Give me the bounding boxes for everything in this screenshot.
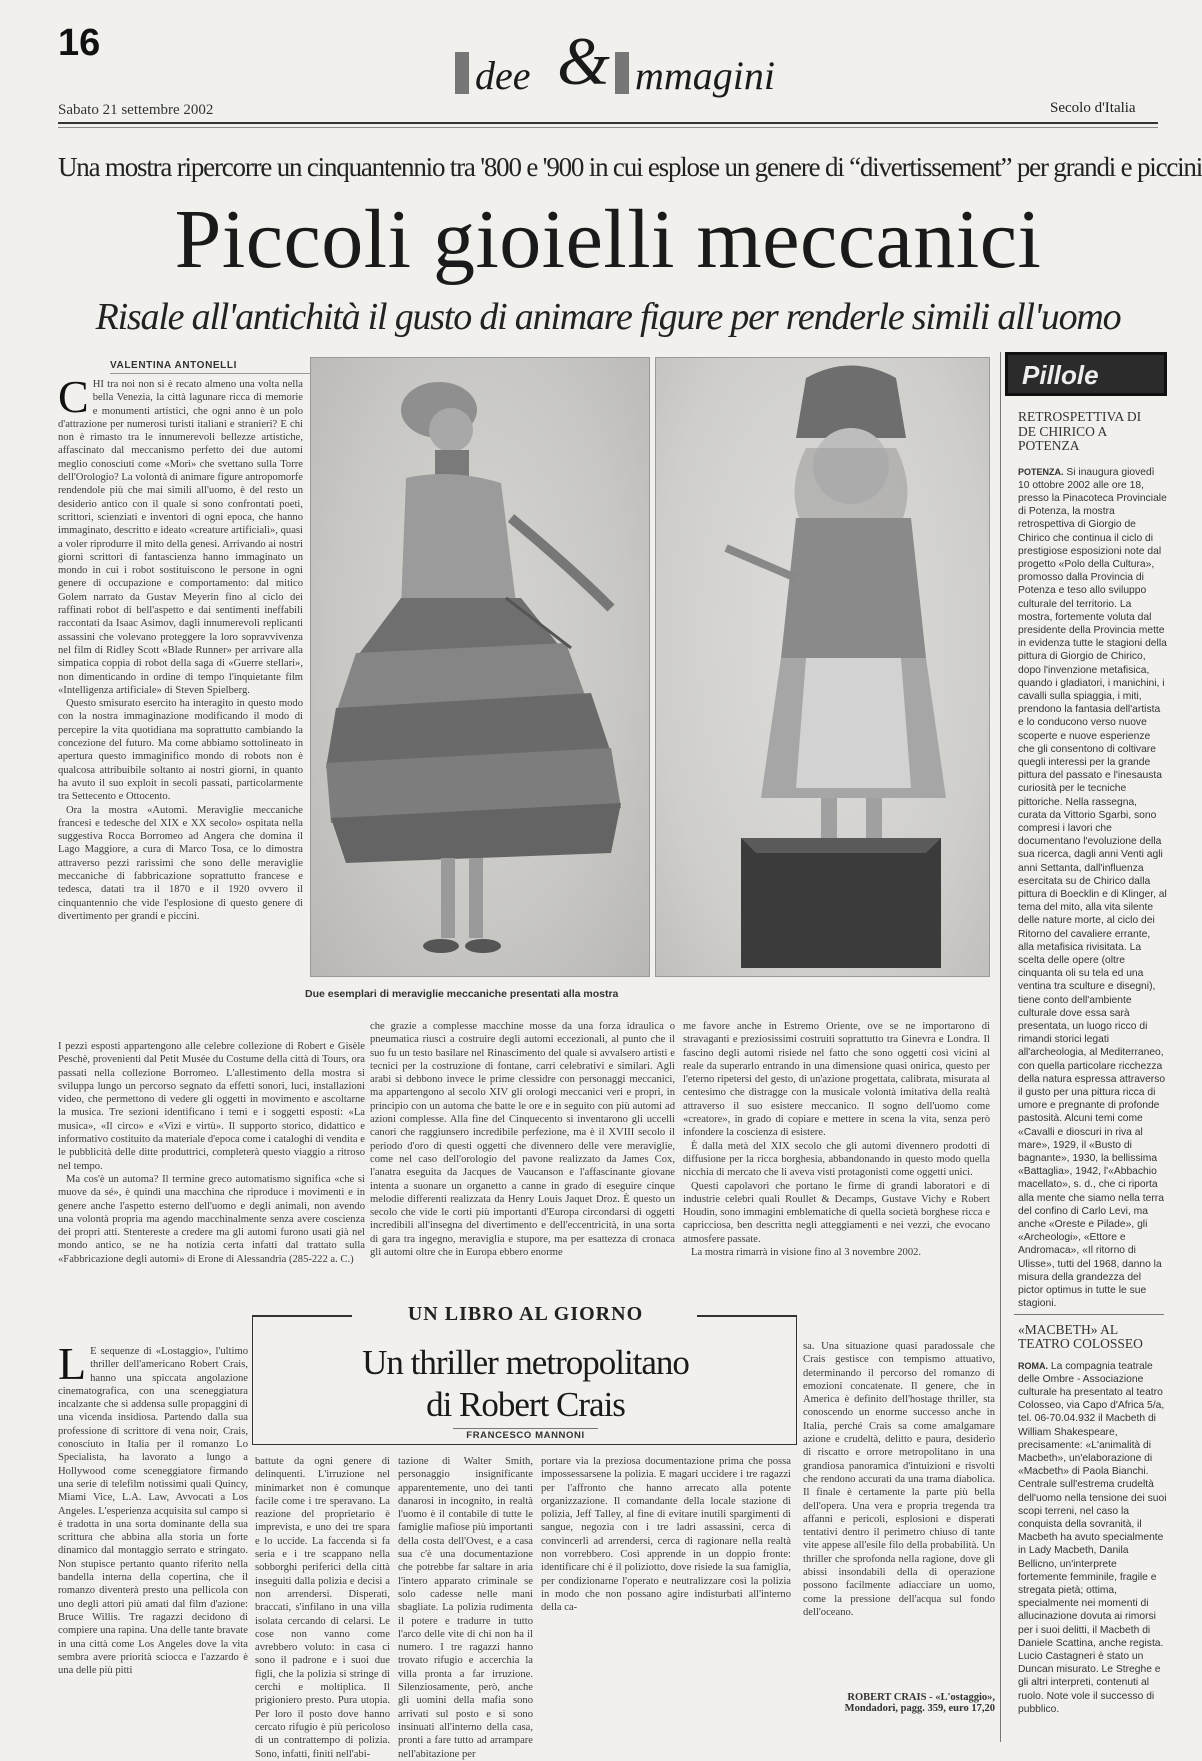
automaton-photo-lady xyxy=(310,357,650,977)
doll-figure-icon xyxy=(656,358,991,978)
section-initial-block xyxy=(455,52,469,94)
pillole-item-2-place: ROMA. xyxy=(1018,1360,1048,1371)
section-title xyxy=(445,18,805,98)
book-label: UN LIBRO AL GIORNO xyxy=(353,1303,698,1326)
book-column-3 xyxy=(398,1455,533,1760)
article-para-10: La mostra rimarrà in visione fino al 3 novembre 2002. xyxy=(691,1247,922,1259)
book-para-5: sa. Una situazione quasi paradossale che Crais gestisce con tempismo attuativo, determinando il percorso del romanzo di emozioni concatenate. Il genere, che in America è definito dell'hostage thriller, sta conoscendo un enorme successo anche in Italia, perché Crais sa come amalgamare azione e crudeltà, delitto e paura, desiderio di riscatto e orrore metropolitano in una grandiosa panoramica d'intuizioni e risvolti che rendono accurati da una trama diabolica. Il finale è certamente la parte più bella dell'opera. Una vera e propria tregenda tra affanni e pericoli, esplosioni e disperati tentativi dentro il perimetro chiuso di tante vite appese all'esile filo della probabilità. Un thriller che sprofonda nella ragione, dove gli abissi insondabili della di operazione possono facilmente adiacciare un uomo, come la pressione dell'acqua sul fondo dell'oceano. xyxy=(803,1341,995,1618)
book-review-box xyxy=(252,1303,797,1445)
book-column-2 xyxy=(255,1455,390,1760)
pillole-divider xyxy=(1014,1314,1164,1315)
article-byline: VALENTINA ANTONELLI xyxy=(110,360,310,374)
book-byline: FRANCESCO MANNONI xyxy=(453,1428,598,1441)
page-number: 16 xyxy=(58,22,101,64)
pillole-item-1-title: RETROSPETTIVA DI DE CHIRICO A POTENZA xyxy=(1018,409,1142,453)
section-ampersand: & xyxy=(557,23,610,99)
article-para-1: HI tra noi non si è recato almeno una volta nella bella Venezia, la città lagunare ricca di memorie e monumenti artistici, che ogni anno è un polo d'attrazione per numerosi turisti italiani e stranieri? E chi non è rimasto tra le innumerevoli bellezze artistiche, affascinato dal meccanismo perfetto dei due automi meglio conosciuti come «Mori» che svettano sulla Torre dell'Orologio? La volontà di animare figure antropomorfe rendendole più che mai simili all'uomo, è del resto un desiderio antico con il quale si sono confrontati poeti, scrittori, scienziati e inventori di ogni epoca, che hanno immaginato, descritto e ideato «creature artificiali», quasi a voler riprodurre il mito della genesi. Arrivando ai nostri giorni scrittori di fantascienza hanno immaginato un mondo in cui i robot sostituiscono le persone in ogni genere di occupazione e comportamento: dal mitico Golem narrato da Gustav Meyerin fino al ciclo dei raffinati robot di bell'aspetto e dai sentimenti ineffabili raccontati da Isaac Asimov, dagli innumerevoli replicanti assassini che volevano proteggere la loro sopravvivenza nel film di Ridley Scott «Blade Runner» per arrivare alla simpatica coppia di robot della saga di «Guerre stellari», non dimenticando in ordine di tempo l'inquietante film «Intelligenza artificiale» di Steven Spielberg. xyxy=(58,379,303,696)
article-para-7: me favore anche in Estremo Oriente, ove se ne importarono di stravaganti e preziosissimi costruiti soprattutto tra Ginevra e Londra. Il fascino degli automi risiede nel fatto che sono oggetti così vicini al reale da superarlo entrando in una dimensione quasi onirica, questo per l'eterno ripetersi del gesto, di un'azione progettata, calibrata, misurata al centesimo che distragge con la musicale volontà imitativa della realtà attraverso il suo esistere meccanico. Il sogno dell'uomo come «creatore», in grado di copiare e mettere in scena la vita, senza però infondere la coscienza di esistere. xyxy=(683,1021,990,1139)
sidebar-rule xyxy=(1000,352,1001,1742)
article-para-4: I pezzi esposti appartengono alle celebre collezione di Robert e Gisèle Peschè, provenienti dal Petit Musée du Costume della città di Tours, ora passati nella collezione Borromeo. L'allestimento della mostra si sviluppa lungo un percorso segnato da effetti sonori, luci, installazioni video, che permettono di vedere gli oggetti in movimento e ascoltarne la musica. Tre sezioni identificano i temi e i soggetti esposti: «La musica», «Il circo» e «Vizi e virtù». Il supporto storico, didattico e informativo costituito da materiale d'epoca come i cataloghi di vendita e le pubblicità delle ditte produttrici, completerà questo viaggio a ritroso nel tempo. xyxy=(58,1041,365,1172)
pillole-sidebar xyxy=(1000,352,1168,1742)
article-column-4 xyxy=(683,1020,990,1310)
newspaper-name: Secolo d'Italia xyxy=(1050,100,1136,116)
article-column-2 xyxy=(58,1040,365,1310)
pillole-logo-text: Pillole xyxy=(1022,360,1099,390)
pillole-item-1-text: Si inaugura giovedì 10 ottobre 2002 alle ore 18, presso la Pinacoteca Provinciale di Potenza, la mostra retrospettiva di Giorgio de Chirico che continua il ciclo di prestigiose esposizioni note dal progetto «Polo della Cultura», promosso dalla Provincia di Potenza e teso allo sviluppo culturale del territorio. La mostra, fortemente voluta dal presidente della Provincia mette in evidenza tutte le stagioni della pittura di Giorgio de Chirico, dopo l'invenzione metafisica, quando i gladiatori, i manichini, i cavalli sulla spiaggia, i miti, prendono la fantasia dell'artista e lo conducono verso nuove scoperte e nuove esperienze che gli consentono di coltivare quegli interessi per la grande pittura del passato e l'inesausta curiosità per le tecniche pittoriche. Nella rassegna, curata da Vittorio Sgarbi, sono compresi i lavori che documentano l'evoluzione della sua ricerca, dagli anni Venti agli anni Settanta, dall'influenza esercitata su de Chirico dalla pittura di Boecklin e di Klinger, al tema del mito, alla vita silente delle nature morte, al ciclo dei Ritorno del cavaliere errante, alla metafisica rivisitata. La scelta delle opere (oltre cinquanta oli su tela ed una ventina tra sculture e disegni), tiene conto dell'ambiente culturale dove essa sarà presentata, un luogo ricco di rimandi storici legati all'archeologia, al Mediterraneo, con quella particolare ricchezza della natura espressa attraverso il gusto per una pittura ricca di umore e pregnante di profonde pastosità. Alcuni temi come «Cavalli e dioscuri in riva al mare», 1929, il «Busto di bagnante», 1930, la bellissima «Battaglia», 1942, l'«Abbachio macellato», s. d., che ci riporta alla mente che siamo nella terra del confino di Carlo Levi, ma anche «Oreste e Pilade», gli «Archeologi», «Ettore e Andromaca», «Il ritorno di Ulisse», tutti del 1968, danno la misura della grandezza del pictor optimus in tutte le sue stagioni. xyxy=(1018,466,1167,1310)
article-para-6: che grazie a complesse macchine mosse da una forza idraulica o pneumatica riuscì a costruire degli automi eccezionali, al punto che il suo fu un testo basilare nel Rinascimento del quale si avvalsero artisti e tecnici per la costruzione di fontane, carri celebrativi e similari. Agli arabi si debbono invece le prime clessidre con personaggi meccanici, ma appartengono al secolo XIV gli orologi meccanici veri e propri, in principio con un automa che batte le ore e in seguito con più automi ad azioni complesse. Alla fine del Cinquecento si inventarono gli uccelli canori che raggiunsero incredibile perfezione, ma è il XVIII secolo il periodo d'oro di questi oggetti che divennero delle vere meraviglie, come nel caso dell'orologio del pavone realizzato da James Cox, l'anatra eseguita da Jacques de Vaucanson e l'affascinante giovane intenta a suonare un organetto a canne in grado di eseguire cinque melodie differenti realizzata da Henry Louis Jaquet Droz. È questo un secolo che vide le corti più importanti d'Europa circondarsi di oggetti incredibili all'insegna del divertimento e dell'eccentricità, in una sorta di gara tra ingegno, meraviglia e stupore, ma per esattezza di cronaca gli automi oltre che in Europa ebbero enorme xyxy=(370,1021,675,1259)
pillole-item-2 xyxy=(1018,1360,1168,1715)
photo-caption: Due esemplari di meraviglie meccaniche presentati alla mostra xyxy=(305,988,619,1000)
article-para-2: Questo smisurato esercito ha interagito in questo modo con la nostra immaginazione modificando il modo di percepire la vita quotidiana ma soprattutto cambiando la concezione del futuro. Ma come abbiamo sottolineato in apertura questo immaginifico mondo di robots non è qualcosa attribuibile soltanto ai nostri giorni, in quanto ha avuto il suo exploit in secoli passati, particolarmente tra Settecento e Ottocento. xyxy=(58,698,303,803)
book-column-5 xyxy=(803,1340,995,1680)
article-column-3 xyxy=(370,1020,675,1310)
pillole-item-2-text: La compagnia teatrale delle Ombre - Associazione culturale ha presentato al teatro Colosseo, via Capo d'Africa 5/a, tel. 06-70.04.932 il Macbeth di William Shakespeare, precisamente: «L'animalità di Macbeth», un'elaborazione di «Macbeth» di Paola Bianchi. Centrale sull'estrema crudeltà dell'uomo nella tensione dei suoi scopi terreni, nel caso la conquista della sovranità, il Macbeth ha avuto specialmente in Lady Macbeth, Danila Bellicno, un'interprete fortemente femminile, fragile e stregata pietà; ottima, specialmente nei momenti di allucinazione dovuta ai rimorsi per i suoi delitti, il Macbeth di Daniele Scattina, anche regista. Lucio Castagneri è stato un Duncan misurato. Le Streghe e gli altri interpreti, contenuti al ruolo. Note vole il successo di pubblico. xyxy=(1018,1360,1167,1715)
book-para-1: E sequenze di «Lostaggio», l'ultimo thriller dell'americano Robert Crais, hanno una spiccata angolazione cinematografica, con una sceneggiatura incalzante che si addensa sulle propaggini di una vicenda insidiosa. Partendo dalla sua professione di scrittore di vena noir, Crais, conosciuto in Italia per il romanzo Lo Specialista, ha lavorato a lungo a Hollywood come sceneggiatore firmando una serie di telefilm notissimi quali Quincy, Miami Vice, L.A. Law, Avvocati a Los Angeles. L'esperienza acquisita sul campo si è tradotta in una sorta dominante della sua scrittura che abbina alla storia un forte dinamico dal montaggio serrato e stringato. Non stupisce pertanto quanto riferito nella bandella interna della copertina, che il romanzo diventerà presto una pellicola con uno degli attori più amati dal film d'azione: Bruce Willis. Tre ragazzi decidono di compiere una rapina. Una delle tante bravate in una città come Los Angeles dove la vita sembra avere priorità sciocca e l'azzardo è una delle più pitti xyxy=(58,1346,248,1677)
header-rule-thin xyxy=(58,127,1158,128)
book-box-top-right xyxy=(697,1315,797,1317)
book-column-4 xyxy=(541,1455,791,1740)
article-para-9: Questi capolavori che portano le firme di grandi laboratori e di industrie celebri quali Roullet & Decamps, Gustave Vichy e Robert Houdin, sono immagini emblematiche di quella società borghese ricca e capricciosa, ben descritta negli atteggiamenti e nei vezzi, che evocano atmosfere passate. xyxy=(683,1180,990,1245)
pillole-item-2-title: «MACBETH» AL TEATRO COLOSSEO xyxy=(1018,1321,1143,1351)
book-credits-author: ROBERT CRAIS - «L'ostaggio», xyxy=(847,1692,995,1703)
book-para-4: portare via la preziosa documentazione prima che possa impossessarsene la polizia. E magari uccidere i tre ragazzi per l'affronto che hanno arrecato alla potente organizzazione. Il comandante della locale stazione di polizia, Jeff Talley, al fine di evitare inutili spargimenti di sangue, negozia con i tre ladri assassini, cerca di convincerli ad arrendersi, cerca di ragionare nella realtà non vorrebbero. Così apprende in un doppio fronte: identificare chi è il poliziotto, dove risiede la sua famiglia, per condizionarne l'operato e neutralizzare così la polizia in modo che non possano agire indisturbati all'interno della ca- xyxy=(541,1456,791,1614)
book-title-line-2: di Robert Crais xyxy=(426,1385,625,1424)
section-initial-block-2 xyxy=(615,52,629,94)
article-subtitle: Risale all'antichità il gusto di animare figure per renderle simili all'uomo xyxy=(95,296,1121,338)
lady-figure-icon xyxy=(311,358,651,978)
pillole-item-1-place: POTENZA. xyxy=(1018,466,1064,477)
section-title-part2: mmagini xyxy=(635,53,775,98)
article-para-8: È dalla metà del XIX secolo che gli automi divennero prodotti di diffusione per la ricca borghesia, abbandonando in questo modo quella nicchia di mercato che li aveva visti protagonisti come oggetti unici. xyxy=(683,1140,990,1179)
article-column-1 xyxy=(58,371,303,1038)
article-kicker: Una mostra ripercorre un cinquantennio tra '800 e '900 in cui esplose un genere di “divertissement” per grandi e piccini xyxy=(58,152,1202,182)
pillole-logo xyxy=(1005,352,1167,396)
section-title-part1: dee xyxy=(475,53,531,98)
pillole-item-1 xyxy=(1018,466,1168,1310)
article-para-5: Ma cos'è un automa? Il termine greco automatismo significa «che si muove da sé», è quindi una macchina che riproduce i movimenti e in genere anche l'aspetto esterno dell'uomo e degli animali, non avendo una volontà propria ma agendo macchinalmente senza avere coscienza dei propri atti. Stentereste a credere ma gli automi furono usati già nel mondo antico, se ne ha notizia certa infatti dal trattato sulla «Fabbricazione degli automi» di Erone di Alessandria (285-222 a. C.) xyxy=(58,1173,365,1265)
book-dropcap: L xyxy=(58,1338,87,1389)
book-credits xyxy=(810,1692,995,1714)
article-title: Piccoli gioielli meccanici xyxy=(174,193,1042,286)
book-para-3: tazione di Walter Smith, personaggio insignificante apparentemente, uno dei tanti danarosi in incognito, in realtà l'uomo è il contabile di tutte le famiglie mafiose più importanti della costa dell'Ovest, e a casa sua c'è una documentazione che potrebbe far saltare in aria l'intero apparato criminale se solo cadesse nelle mani sbagliate. La polizia rudimenta il potere e tradurre in tutto l'arco delle vite di chi non ha il numero. I tre ragazzi hanno trovato rifugio e accerchia la villa pronta a far irruzione. Silenziosamente, però, anche gli uomini della mafia sono arrivati sul posto e si sono insinuati all'interno della casa, pronti a fare tutto ad arrampare nell'abitazione per xyxy=(398,1456,533,1760)
book-box-top-left xyxy=(252,1315,352,1317)
book-para-2: battute da ogni genere di delinquenti. L'irruzione nel minimarket non è comunque facile come i tre speravano. La reazione del proprietario è imprevista, e uno dei tre spara e lo uccide. La faccenda si fa seria e i tre scappano nella sobborghi periferici della città inseguiti dalla polizia e decisi a non arrendersi. Disperati, braccati, s'infilano in una villa isolata cercando di celarsi. Le cose non vanno come avrebbero voluto: in casa ci sono il padrone e i suoi due figli, che la polizia si stringe di cerchi e moltiplica. Il prigioniero presto. Pura utopia. Per loro il posto dove hanno cercato rifugio è più pericoloso di un contrattempo di polizia. Sono, infatti, finiti nell'abi- xyxy=(255,1456,390,1760)
issue-date: Sabato 21 settembre 2002 xyxy=(58,102,214,118)
article-para-3: Ora la mostra «Automi. Meraviglie meccaniche francesi e tedesche del XIX e XX secolo» ospitata nella suggestiva Rocca Borromeo ad Angera che domina il Lago Maggiore, a cura di Marco Tosa, ce lo dimostra attraverso pezzi rarissimi che sono delle meraviglie meccaniche di fabbricazione soprattutto francese e tedesca, datati tra il 1870 e il 1920 ovvero il cinquantennio che vide l'esplosione di questo genere di divertimento per grandi e piccini. xyxy=(58,804,303,922)
book-column-1 xyxy=(58,1338,248,1740)
header-rule xyxy=(58,122,1158,124)
automaton-photo-doll xyxy=(655,357,990,977)
article-dropcap: C xyxy=(58,371,89,422)
book-title-line-1: Un thriller metropolitano xyxy=(362,1343,689,1382)
book-credits-publisher: Mondadori, pagg. 359, euro 17,20 xyxy=(844,1703,995,1714)
